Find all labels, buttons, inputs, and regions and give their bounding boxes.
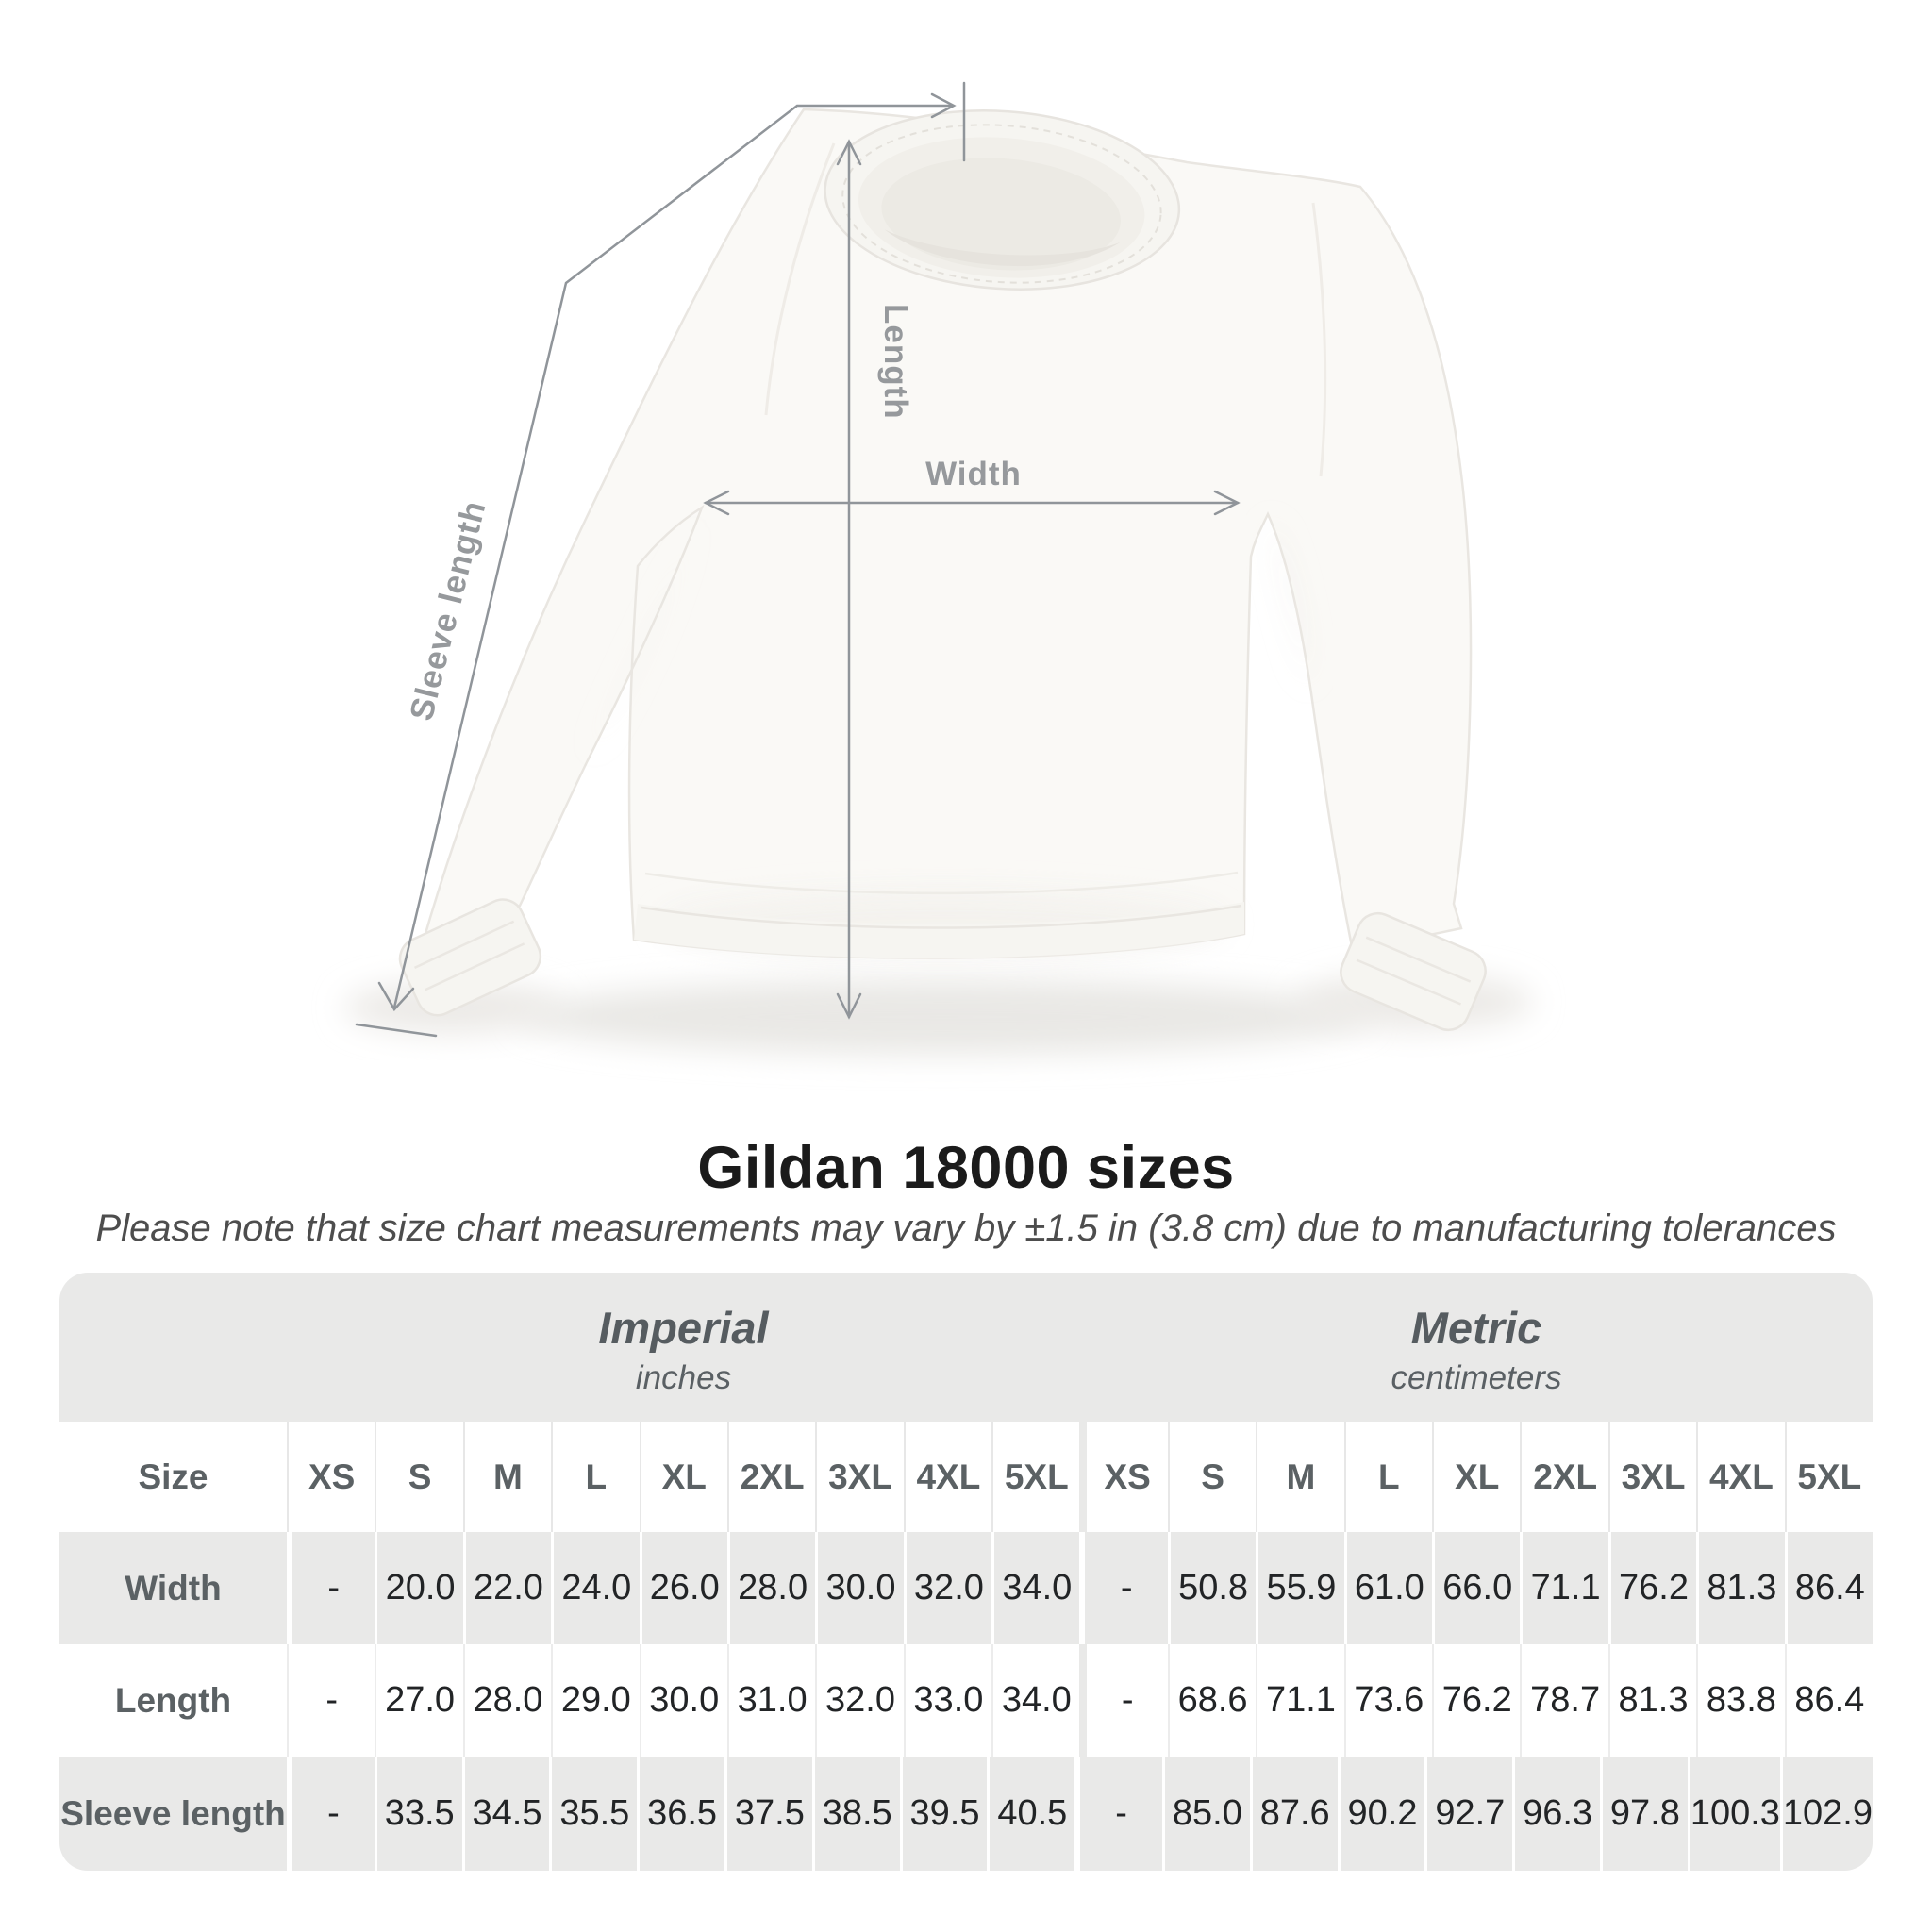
size-column-header: 2XL	[727, 1422, 815, 1532]
value-cell: -	[1074, 1757, 1162, 1871]
metric-section-header	[1080, 1273, 1873, 1422]
value-cell: 20.0	[375, 1532, 462, 1644]
value-cell: 28.0	[727, 1532, 815, 1644]
size-column-header: 3XL	[815, 1422, 903, 1532]
value-cell: 66.0	[1432, 1532, 1520, 1644]
value-cell: 26.0	[640, 1532, 727, 1644]
value-cell: -	[287, 1644, 375, 1757]
sleeve-annotation-label: Sleeve length	[403, 496, 493, 724]
value-cell: 78.7	[1520, 1644, 1607, 1757]
metric-title: Metric	[1410, 1302, 1542, 1353]
size-column-header: S	[1168, 1422, 1256, 1532]
value-cell: 22.0	[463, 1532, 551, 1644]
value-cell: 24.0	[551, 1532, 639, 1644]
size-column-header: 4XL	[1696, 1422, 1784, 1532]
row-label: Width	[125, 1568, 222, 1607]
width-annotation-label: Width	[925, 456, 1022, 492]
value-cell: 40.5	[987, 1757, 1074, 1871]
value-cell: 32.0	[904, 1532, 991, 1644]
size-column-header: 2XL	[1520, 1422, 1607, 1532]
size-table	[59, 1273, 1873, 1871]
value-cell: 27.0	[375, 1644, 462, 1757]
value-cell: -	[287, 1532, 375, 1644]
value-cell: -	[1079, 1532, 1167, 1644]
table-row-sleeve-length	[59, 1757, 1873, 1871]
row-label: Sleeve length	[60, 1793, 286, 1833]
value-cell: 31.0	[727, 1644, 815, 1757]
value-cell: 35.5	[549, 1757, 637, 1871]
value-cell: 97.8	[1600, 1757, 1688, 1871]
size-column-header: XL	[1432, 1422, 1520, 1532]
size-column-header: L	[551, 1422, 639, 1532]
value-cell: 85.0	[1162, 1757, 1250, 1871]
value-cell: 34.5	[462, 1757, 550, 1871]
size-column-header: M	[1256, 1422, 1343, 1532]
value-cell: 86.4	[1785, 1644, 1873, 1757]
value-cell: 55.9	[1256, 1532, 1343, 1644]
value-cell: 102.9	[1780, 1757, 1873, 1871]
value-cell: 86.4	[1785, 1532, 1873, 1644]
value-cell: 34.0	[991, 1644, 1079, 1757]
value-cell: 76.2	[1608, 1532, 1696, 1644]
size-column-header: 5XL	[1785, 1422, 1873, 1532]
table-row-length	[59, 1644, 1873, 1757]
value-cell: 34.0	[991, 1532, 1079, 1644]
value-cell: 68.6	[1168, 1644, 1256, 1757]
units-band	[59, 1273, 1873, 1422]
value-cell: 90.2	[1338, 1757, 1425, 1871]
value-cell: 100.3	[1688, 1757, 1780, 1871]
length-annotation-label: Length	[877, 304, 914, 420]
size-column-header: XS	[1079, 1422, 1167, 1532]
size-column-header: S	[375, 1422, 462, 1532]
value-cell: 30.0	[640, 1644, 727, 1757]
size-column-header: M	[463, 1422, 551, 1532]
metric-subtitle: centimeters	[1391, 1358, 1562, 1396]
value-cell: 92.7	[1424, 1757, 1512, 1871]
imperial-title: Imperial	[598, 1302, 769, 1353]
row-label: Length	[114, 1680, 232, 1720]
size-column-header: 3XL	[1608, 1422, 1696, 1532]
value-cell: 76.2	[1432, 1644, 1520, 1757]
value-cell: 32.0	[815, 1644, 903, 1757]
value-cell: 50.8	[1168, 1532, 1256, 1644]
value-cell: 36.5	[637, 1757, 724, 1871]
value-cell: 28.0	[463, 1644, 551, 1757]
size-column-header: XS	[287, 1422, 375, 1532]
value-cell: 37.5	[724, 1757, 812, 1871]
value-cell: 81.3	[1696, 1532, 1784, 1644]
size-column-header: 4XL	[904, 1422, 991, 1532]
value-cell: -	[287, 1757, 375, 1871]
size-column-header: L	[1344, 1422, 1432, 1532]
value-cell: 33.0	[904, 1644, 991, 1757]
value-cell: 61.0	[1344, 1532, 1432, 1644]
size-header-label: Size	[138, 1457, 208, 1496]
table-rows	[59, 1422, 1873, 1871]
imperial-subtitle: inches	[635, 1358, 732, 1396]
value-cell: 71.1	[1520, 1532, 1607, 1644]
value-cell: 96.3	[1512, 1757, 1600, 1871]
chart-title: Gildan 18000 sizes	[697, 1135, 1235, 1201]
value-cell: 73.6	[1344, 1644, 1432, 1757]
size-header-row	[59, 1422, 1873, 1532]
table-row-width	[59, 1532, 1873, 1644]
value-cell: 81.3	[1608, 1644, 1696, 1757]
value-cell: 39.5	[900, 1757, 988, 1871]
tolerance-note: Please note that size chart measurements may vary by ±1.5 in (3.8 cm) due to manufacturing tolerances	[95, 1208, 1837, 1249]
imperial-section-header	[287, 1273, 1080, 1422]
value-cell: 87.6	[1250, 1757, 1338, 1871]
value-cell: 30.0	[815, 1532, 903, 1644]
value-cell: 33.5	[375, 1757, 462, 1871]
value-cell: 71.1	[1256, 1644, 1343, 1757]
size-column-header: 5XL	[991, 1422, 1079, 1532]
size-column-header: XL	[640, 1422, 727, 1532]
value-cell: -	[1079, 1644, 1167, 1757]
value-cell: 83.8	[1696, 1644, 1784, 1757]
value-cell: 38.5	[812, 1757, 900, 1871]
value-cell: 29.0	[551, 1644, 639, 1757]
